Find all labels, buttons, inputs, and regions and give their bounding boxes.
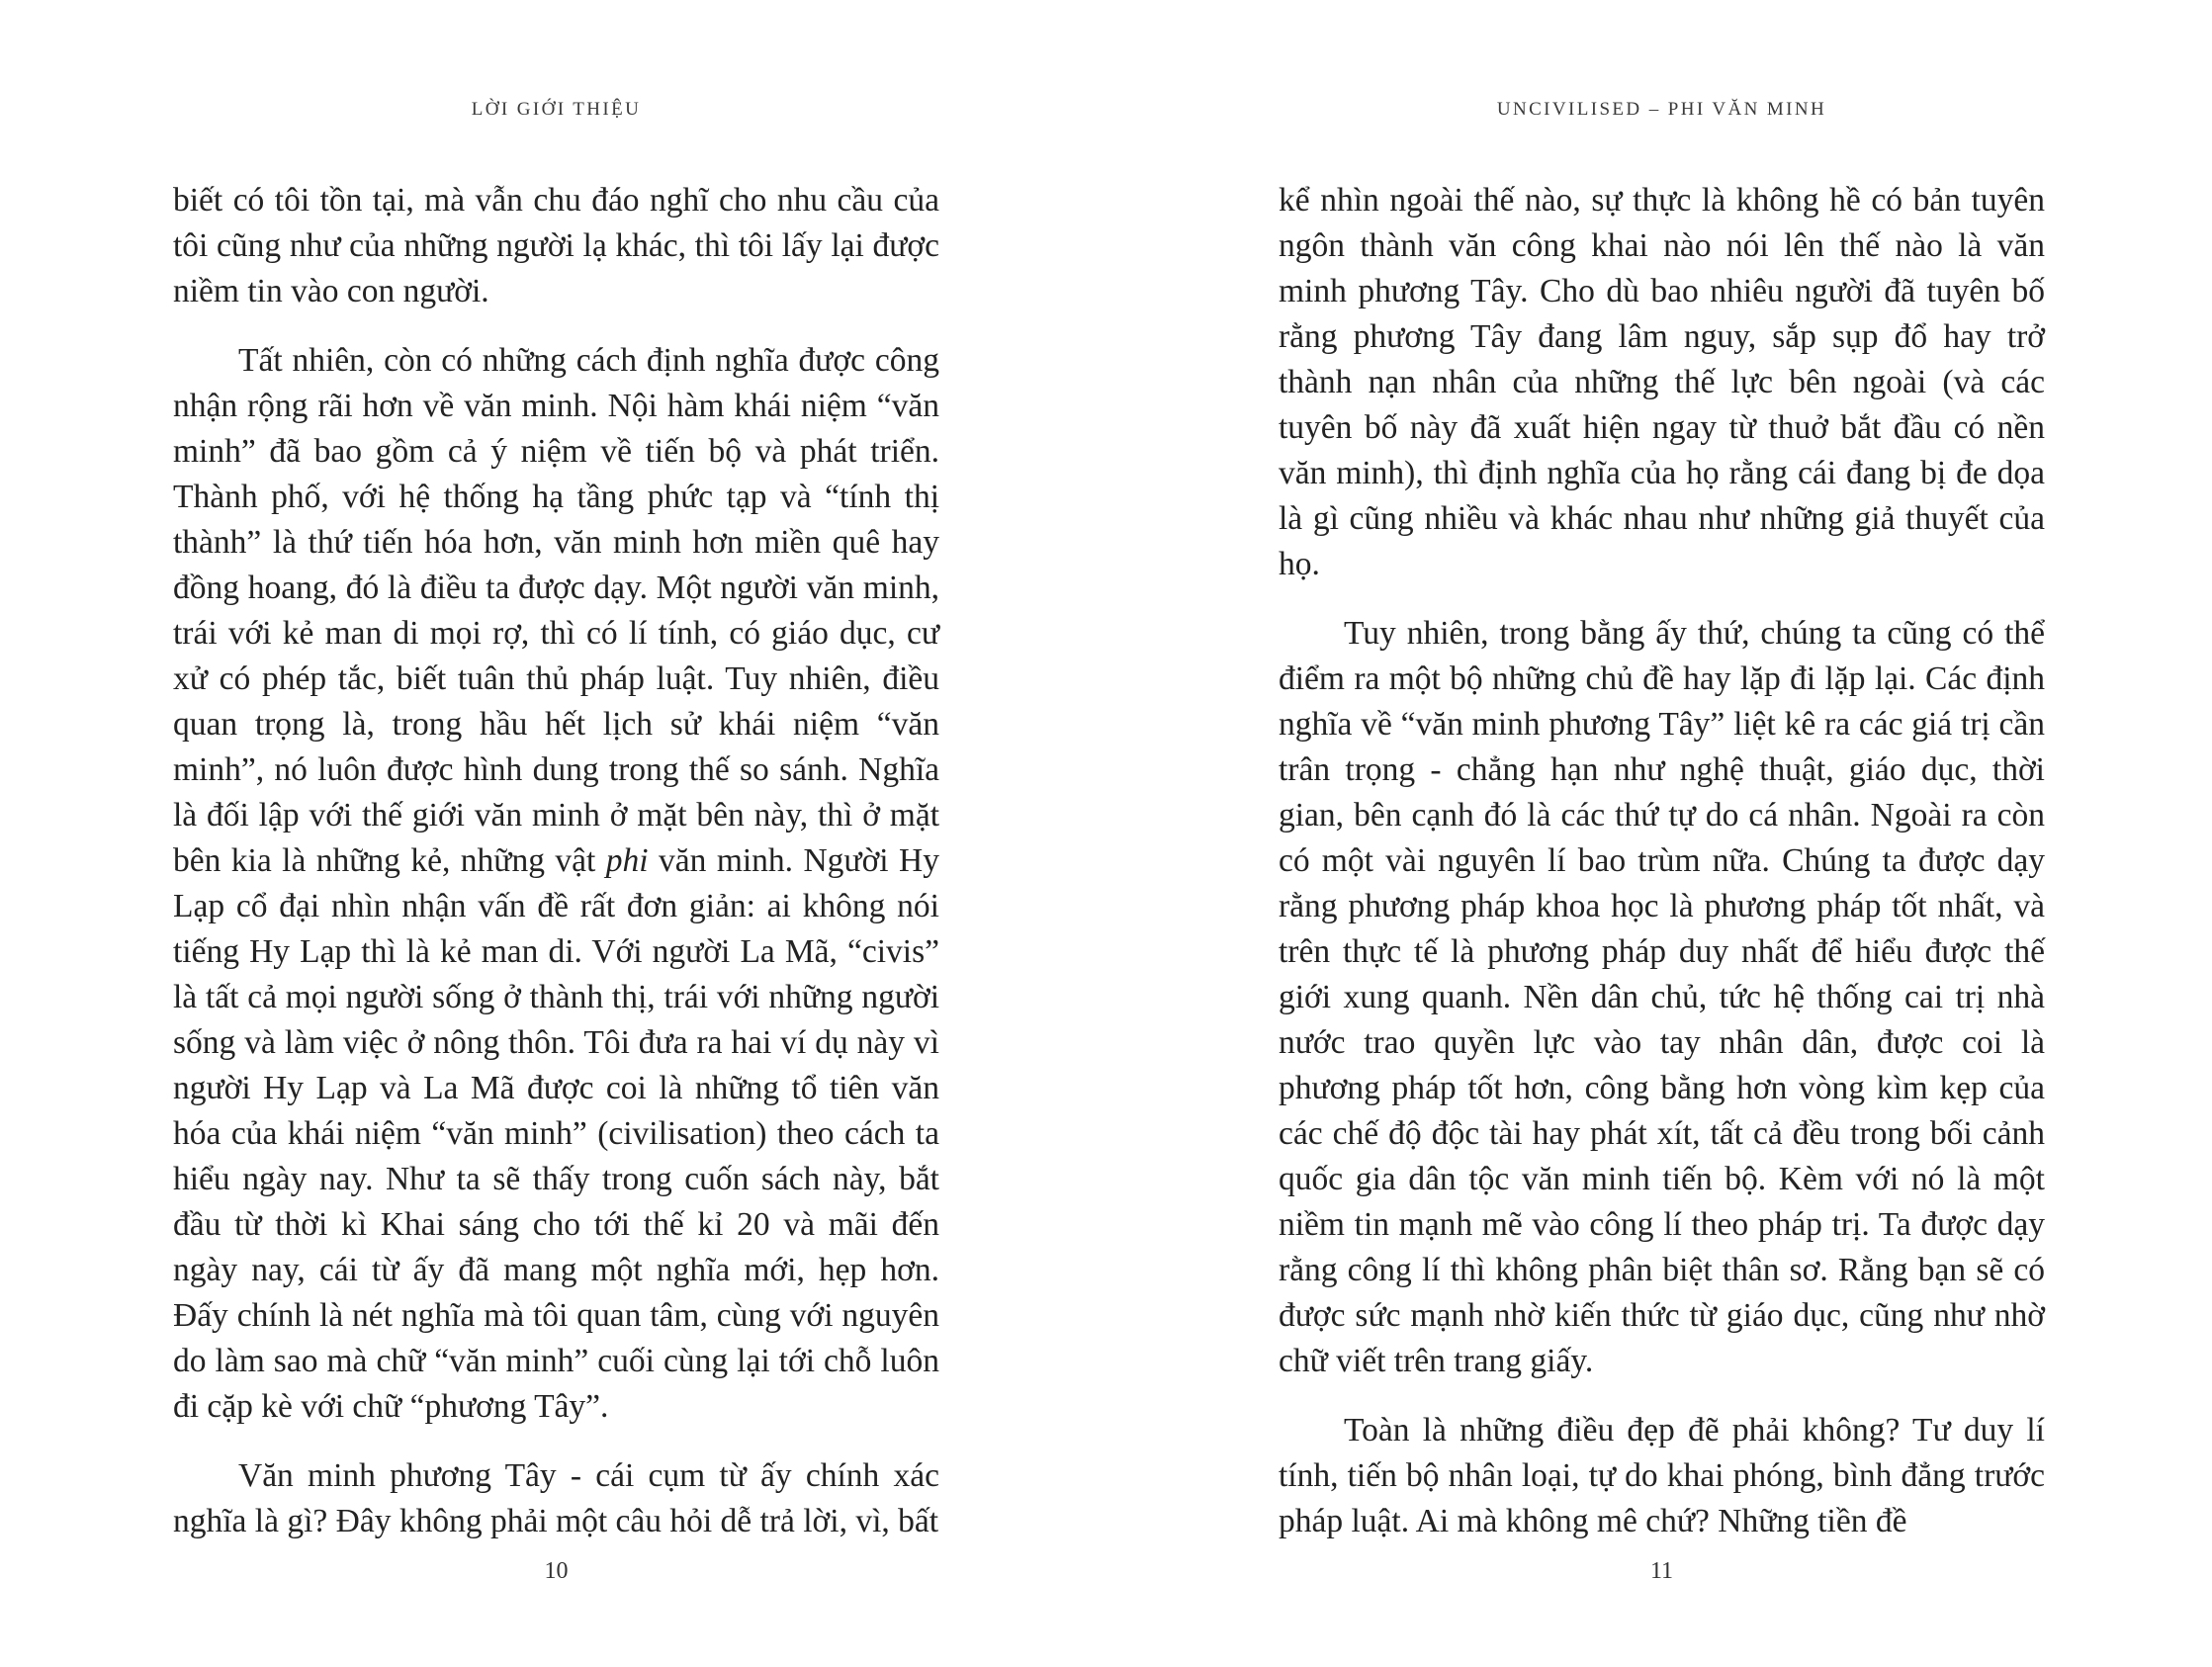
left-paragraph-1: biết có tôi tồn tại, mà vẫn chu đáo nghĩ cho nhu cầu của tôi cũng như của những người lạ khác, thì tôi lấy lại được niềm tin vào con người. — [173, 182, 939, 309]
left-paragraph-2-part-b: văn minh. Người Hy Lạp cổ đại nhìn nhận vấn đề rất đơn giản: ai không nói tiếng Hy Lạp thì là kẻ man di. Với người La Mã, “civis” là tất cả mọi người sống ở thành thị, trái với những người sống và làm việc ở nông thôn. Tôi đưa ra hai ví dụ này vì người Hy Lạp và La Mã được coi là những tổ tiên văn hóa của khái niệm “văn minh” (civilisation) theo cách ta hiểu ngày nay. Như ta sẽ thấy trong cuốn sách này, bắt đầu từ thời kì Khai sáng cho tới thế kỉ 20 và mãi đến ngày nay, cái từ ấy đã mang một nghĩa mới, hẹp hơn. Đấy chính là nét nghĩa mà tôi quan tâm, cùng với nguyên do làm sao mà chữ “văn minh” cuối cùng lại tới chỗ luôn đi cặp kè với chữ “phương Tây”. — [173, 842, 939, 1425]
right-page-number: 11 — [1649, 1558, 1674, 1584]
left-paragraph-3: Văn minh phương Tây - cái cụm từ ấy chính xác nghĩa là gì? Đây không phải một câu hỏi dễ trả lời, vì, bất — [173, 1457, 939, 1539]
italic-word: phi — [605, 842, 649, 879]
left-paragraph-2-part-a: Tất nhiên, còn có những cách định nghĩa được công nhận rộng rãi hơn về văn minh. Nội hàm khái niệm “văn minh” đã bao gồm cả ý niệm về tiến bộ và phát triển. Thành phố, với hệ thống hạ tầng phức tạp và “tính thị thành” là thứ tiến hóa hơn, văn minh hơn miền quê hay đồng hoang, đó là điều ta được dạy. Một người văn minh, trái với kẻ man di mọi rợ, thì có lí tính, có giáo dục, cư xử có phép tắc, biết tuân thủ pháp luật. Tuy nhiên, điều quan trọng là, trong hầu hết lịch sử khái niệm “văn minh”, nó luôn được hình dung trong thế so sánh. Nghĩa là đối lập với thế giới văn minh ở mặt bên này, thì ở mặt bên kia là những kẻ, những vật — [173, 342, 939, 879]
right-body-text — [1279, 178, 2045, 1544]
left-running-head: LỜI GIỚI THIỆU — [471, 99, 642, 120]
right-paragraph-2: Tuy nhiên, trong bằng ấy thứ, chúng ta cũng có thể điểm ra một bộ những chủ đề hay lặp đi lặp lại. Các định nghĩa về “văn minh phương Tây” liệt kê ra các giá trị cần trân trọng - chẳng hạn như nghệ thuật, giáo dục, thời gian, bên cạnh đó là các thứ tự do cá nhân. Ngoài ra còn có một vài nguyên lí bao trùm nữa. Chúng ta được dạy rằng phương pháp khoa học là phương pháp tốt nhất, và trên thực tế là phương pháp duy nhất để hiểu được thế giới xung quanh. Nền dân chủ, tức hệ thống cai trị nhà nước trao quyền lực vào tay nhân dân, được coi là phương pháp tốt hơn, công bằng hơn vòng kìm kẹp của các chế độ độc tài hay phát xít, tất cả đều trong bối cảnh quốc gia dân tộc văn minh tiến bộ. Kèm với nó là một niềm tin mạnh mẽ vào công lí theo pháp trị. Ta được dạy rằng công lí thì không phân biệt thân sơ. Rằng bạn sẽ có được sức mạnh nhờ kiến thức từ giáo dục, cũng như nhờ chữ viết trên trang giấy. — [1279, 615, 2045, 1379]
right-running-head: UNCIVILISED – PHI VĂN MINH — [1496, 99, 1827, 120]
left-page-number: 10 — [544, 1558, 569, 1584]
right-page — [1106, 0, 2211, 1667]
left-body-text — [173, 178, 939, 1544]
right-paragraph-3: Toàn là những điều đẹp đẽ phải không? Tư duy lí tính, tiến bộ nhân loại, tự do khai phóng, bình đẳng trước pháp luật. Ai mà không mê chứ? Những tiền đề — [1279, 1412, 2045, 1539]
right-paragraph-1: kể nhìn ngoài thế nào, sự thực là không hề có bản tuyên ngôn thành văn công khai nào nói lên thế nào là văn minh phương Tây. Cho dù bao nhiêu người đã tuyên bố rằng phương Tây đang lâm nguy, sắp sụp đổ hay trở thành nạn nhân của những thế lực bên ngoài (và các tuyên bố này đã xuất hiện ngay từ thuở bắt đầu có nền văn minh), thì định nghĩa của họ rằng cái đang bị đe dọa là gì cũng nhiều và khác nhau như những giả thuyết của họ. — [1279, 182, 2045, 582]
left-paragraph-2 — [173, 338, 939, 1430]
